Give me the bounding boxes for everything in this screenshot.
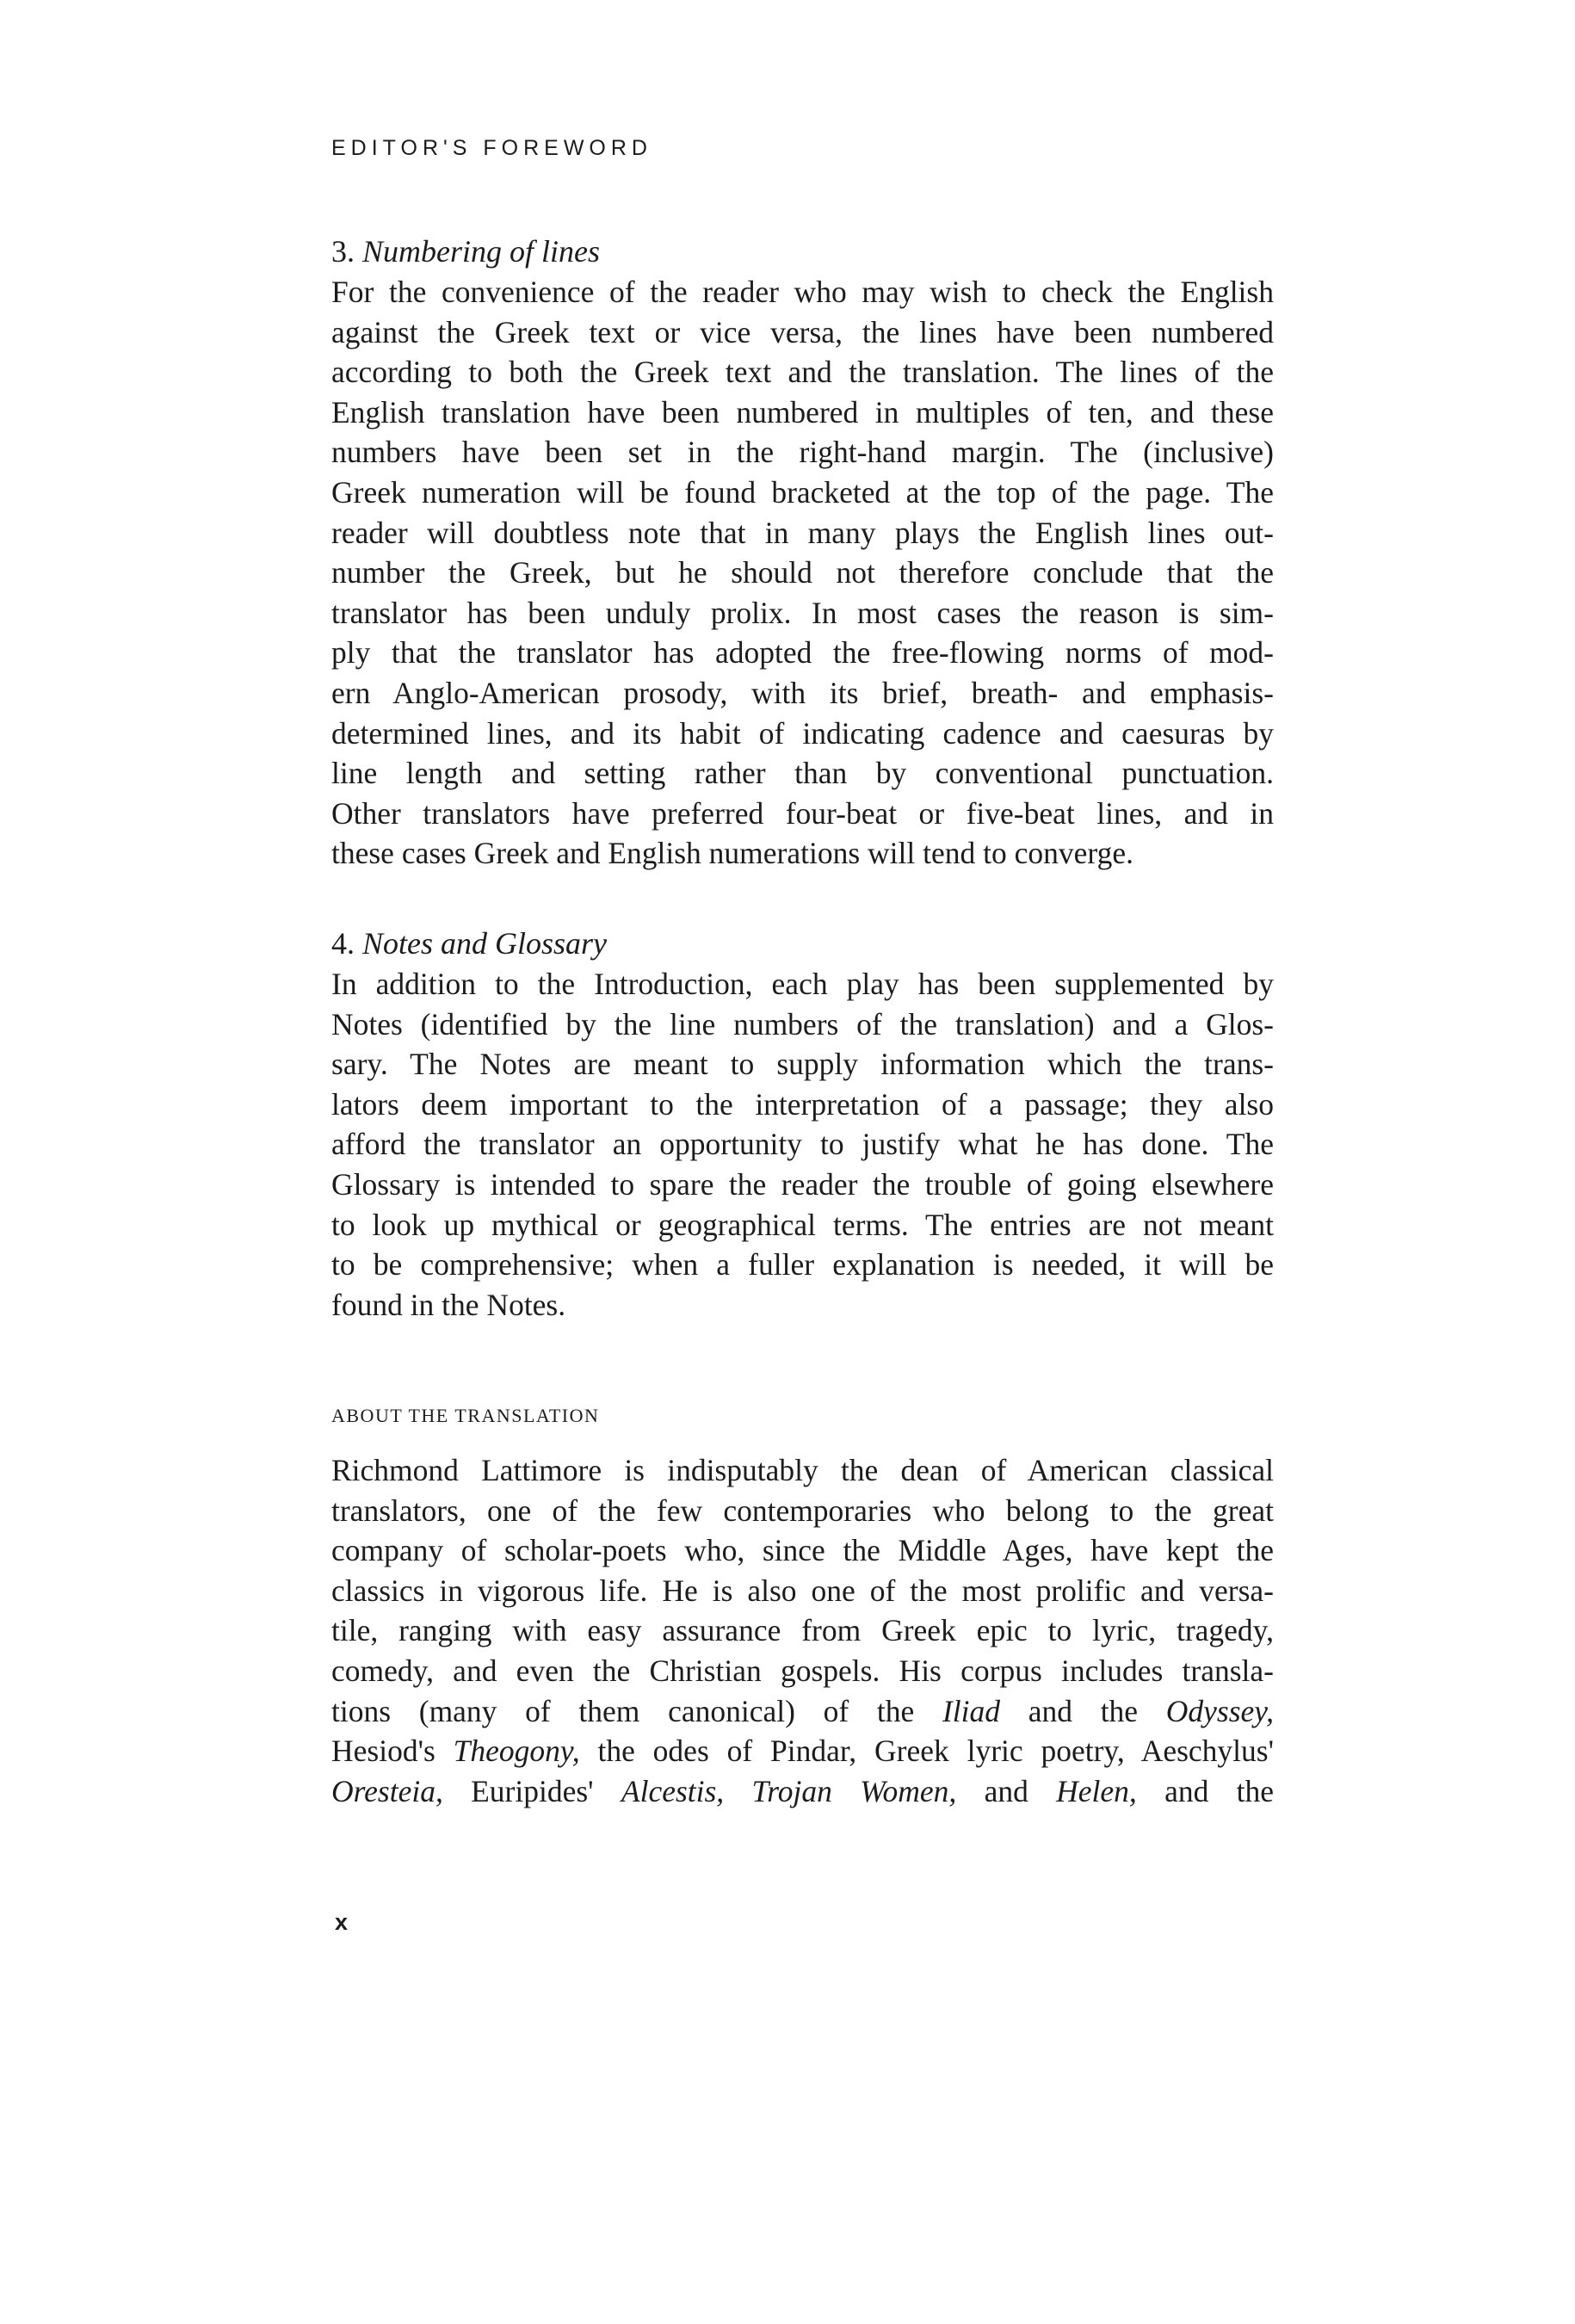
work-title: Iliad	[942, 1693, 1001, 1728]
text-run: Euripides'	[442, 1773, 621, 1808]
text-line: classics in vigorous life. He is also one of the most prolific and versa-	[331, 1573, 1274, 1608]
section-title: Numbering of lines	[362, 234, 600, 269]
book-page	[331, 0, 1274, 2324]
section-heading	[331, 231, 1274, 272]
text-line: translators, one of the few contemporaries who belong to the great	[331, 1493, 1274, 1528]
text-line: afford the translator an opportunity to justify what he has done. The	[331, 1127, 1274, 1162]
section-about-translation	[331, 1450, 1274, 1811]
text-line: against the Greek text or vice versa, the lines have been numbered	[331, 314, 1274, 349]
text-line	[331, 1691, 1274, 1732]
text-line: line length and setting rather than by conventional punctuation.	[331, 756, 1274, 791]
text-line: Greek numeration will be found bracketed at the top of the page. The	[331, 474, 1274, 510]
text-run: tions (many of them canonical) of the	[331, 1693, 942, 1728]
section-title: Notes and Glossary	[362, 926, 608, 961]
section-number: 3.	[331, 234, 355, 269]
text-line: Notes (identified by the line numbers of the translation) and a Glos-	[331, 1006, 1274, 1041]
text-line: ern Anglo-American prosody, with its brief, breath- and emphasis-	[331, 675, 1274, 710]
text-line: to be comprehensive; when a fuller explanation is needed, it will be	[331, 1247, 1274, 1283]
text-run: and the	[1136, 1773, 1274, 1808]
running-head: EDITOR'S FOREWORD	[331, 136, 652, 160]
text-line: In addition to the Introduction, each play has been supplemented by	[331, 967, 1274, 1001]
text-line: number the Greek, but he should not therefore conclude that the	[331, 555, 1274, 590]
text-line: determined lines, and its habit of indicating cadence and caesuras by	[331, 715, 1274, 751]
text-line: ply that the translator has adopted the free-flowing norms of mod-	[331, 635, 1274, 671]
section-number: 4.	[331, 926, 355, 961]
text-run: the odes of Pindar, Greek lyric poetry, Aeschylus'	[579, 1734, 1274, 1769]
text-line: to look up mythical or geographical terms. The entries are not meant	[331, 1207, 1274, 1242]
text-line: company of scholar-poets who, since the Middle Ages, have kept the	[331, 1533, 1274, 1568]
text-line: lators deem important to the interpretation of a passage; they also	[331, 1086, 1274, 1122]
paragraph	[331, 1450, 1274, 1811]
section-notes-and-glossary	[331, 923, 1274, 1325]
text-line: Glossary is intended to spare the reader the trouble of going elsewhere	[331, 1166, 1274, 1202]
text-run	[724, 1774, 751, 1808]
page-number: x	[335, 1909, 349, 1935]
work-title: Trojan Women,	[751, 1773, 957, 1808]
text-run: and	[956, 1773, 1057, 1808]
paragraph	[331, 272, 1274, 874]
work-title: Odyssey,	[1165, 1693, 1274, 1728]
text-run: Hesiod's	[331, 1734, 454, 1769]
work-title: Alcestis,	[621, 1773, 725, 1808]
text-line: Richmond Lattimore is indisputably the dean of American classical	[331, 1453, 1274, 1487]
text-line: numbers have been set in the right-hand margin. The (inclusive)	[331, 435, 1274, 470]
work-title: Theogony,	[453, 1734, 580, 1769]
text-line: according to both the Greek text and the translation. The lines of the	[331, 355, 1274, 390]
about-heading: ABOUT THE TRANSLATION	[331, 1405, 600, 1426]
text-line: sary. The Notes are meant to supply information which the trans-	[331, 1047, 1274, 1082]
paragraph	[331, 964, 1274, 1325]
text-line: comedy, and even the Christian gospels. His corpus includes transla-	[331, 1653, 1274, 1688]
text-line: tile, ranging with easy assurance from Greek epic to lyric, tragedy,	[331, 1613, 1274, 1648]
text-line: For the convenience of the reader who may wish to check the English	[331, 275, 1274, 309]
text-line	[331, 1771, 1274, 1812]
work-title: Helen,	[1056, 1773, 1137, 1808]
section-heading	[331, 923, 1274, 964]
text-line: these cases Greek and English numerations will tend to converge.	[331, 836, 1133, 871]
section-numbering-of-lines	[331, 231, 1274, 874]
text-run: and the	[1000, 1693, 1166, 1728]
text-line: English translation have been numbered in multiples of ten, and these	[331, 394, 1274, 430]
text-line: Other translators have preferred four-beat or five-beat lines, and in	[331, 795, 1274, 831]
text-line	[331, 1731, 1274, 1771]
text-line: reader will doubtless note that in many plays the English lines out-	[331, 515, 1274, 550]
work-title: Oresteia,	[331, 1773, 443, 1808]
text-line: found in the Notes.	[331, 1287, 566, 1322]
text-line: translator has been unduly prolix. In most cases the reason is sim-	[331, 595, 1274, 630]
